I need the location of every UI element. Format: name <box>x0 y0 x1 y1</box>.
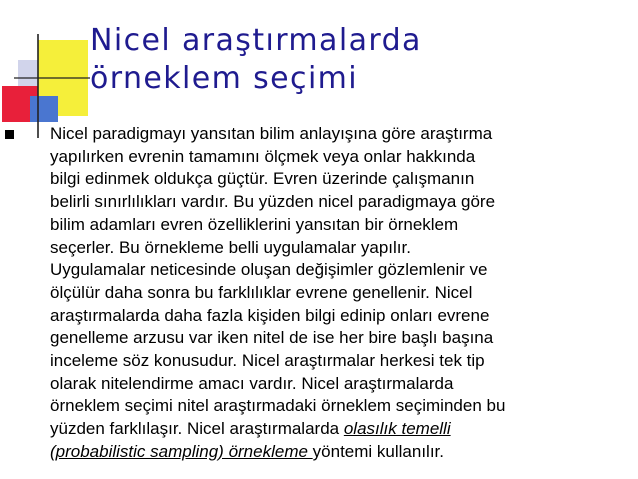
emphasis-probabilistic-sampling: (probabilistic sampling) örnekleme <box>50 441 313 461</box>
body-line-14-text: yüzden farklılaşır. Nicel araştırmalarda <box>50 419 344 439</box>
body-line: Nicel paradigmayı yansıtan bilim anlayışına göre araştırma <box>50 124 493 143</box>
bullet-square-icon <box>5 130 14 139</box>
body-line: olarak nitelendirme amacı vardır. Nicel araştırmalarda <box>50 373 454 393</box>
body-line: seçerler. Bu örnekleme belli uygulamalar yapılır. <box>50 237 411 257</box>
body-line-15-text: yöntemi kullanılır. <box>312 441 445 461</box>
body-line-14 <box>50 418 620 441</box>
body-line: yapılırken evrenin tamamını ölçmek veya onlar hakkında <box>50 146 476 166</box>
body-line: bilgi edinmek oldukça güçtür. Evren üzerinde çalışmanın <box>50 169 475 189</box>
body-line: belirli sınırlılıkları vardır. Bu yüzden nicel paradigmaya göre <box>50 192 496 212</box>
body-line: genelleme arzusu var iken nitel de ise her bire başlı başına <box>50 328 494 348</box>
body-line: araştırmalarda daha fazla kişiden bilgi edinip onları evrene <box>50 305 490 325</box>
deco-blue-block <box>30 96 58 122</box>
body-line: bilim adamları evren özelliklerini yansıtan bir örneklem <box>50 214 459 234</box>
body-line: örneklem seçimi nitel araştırmadaki örneklem seçiminden bu <box>50 396 506 416</box>
emphasis-probabilistic: olasılık temelli <box>343 419 451 439</box>
body-paragraph <box>50 123 620 464</box>
body-line: inceleme söz konusudur. Nicel araştırmalar herkesi tek tip <box>50 351 485 371</box>
body-line: Uygulamalar neticesinde oluşan değişimler gözlemlenir ve <box>50 260 488 280</box>
decorative-block-motif <box>0 0 90 140</box>
slide-title-line-2: örneklem seçimi <box>90 61 359 96</box>
slide-title-line-1: Nicel araştırmalarda <box>90 23 422 58</box>
body-line: ölçülür daha sonra bu farklılıklar evrene genellenir. Nicel <box>50 282 473 302</box>
slide-title <box>90 22 422 98</box>
body-line-15 <box>50 441 620 464</box>
